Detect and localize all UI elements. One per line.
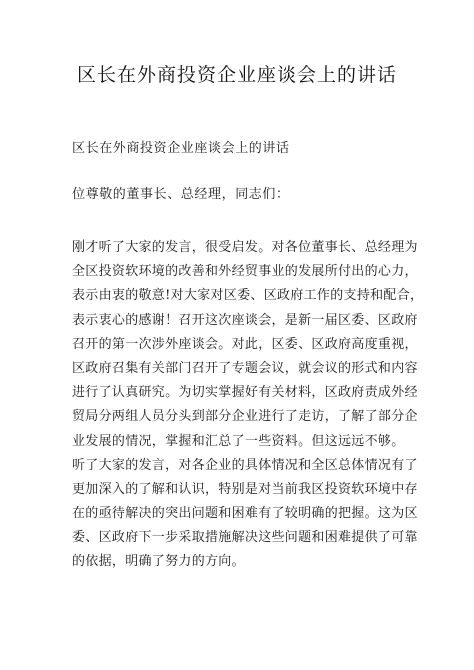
body-line: 在的亟待解决的突出问题和困难有了较明确的把握。这为区 [72,506,418,522]
body-line: 的依据，明确了努力的方向。 [72,554,245,570]
document-title: 区长在外商投资企业座谈会上的讲话 [76,64,397,86]
body-line: 表示衷心的感谢！召开这次座谈会，是新一届区委、区政府 [72,312,418,328]
body-line: 更加深入的了解和认识，特别是对当前我区投资软环境中存 [72,481,418,497]
body-line: 全区投资软环境的改善和外经贸事业的发展所付出的心力， [72,264,418,280]
salutation-line: 位尊敬的董事长、总经理，同志们： [72,187,290,202]
body-line: 委、区政府下一步采取措施解决这些问题和困难提供了可靠 [72,530,418,546]
body-line: 进行了认真研究。为切实掌握好有关材料，区政府责成外经 [72,385,418,401]
body-line: 业发展的情况，掌握和汇总了一些资料。但这远远不够。 [72,433,405,449]
body-line: 听了大家的发言，对各企业的具体情况和全区总体情况有了 [72,457,418,473]
body-line: 区政府召集有关部门召开了专题会议，就会议的形式和内容 [72,360,418,376]
body-line: 贸局分两组人员分头到部分企业进行了走访，了解了部分企 [72,409,418,425]
body-line: 召开的第一次涉外座谈会。对此，区委、区政府高度重视， [72,336,418,352]
body-paragraph [72,236,424,575]
body-line: 刚才听了大家的发言，很受启发。对各位董事长、总经理为 [72,240,418,255]
body-line: 表示由衷的敬意!对大家对区委、区政府工作的支持和配合， [72,288,424,304]
document-subtitle: 区长在外商投资企业座谈会上的讲话 [72,141,290,156]
